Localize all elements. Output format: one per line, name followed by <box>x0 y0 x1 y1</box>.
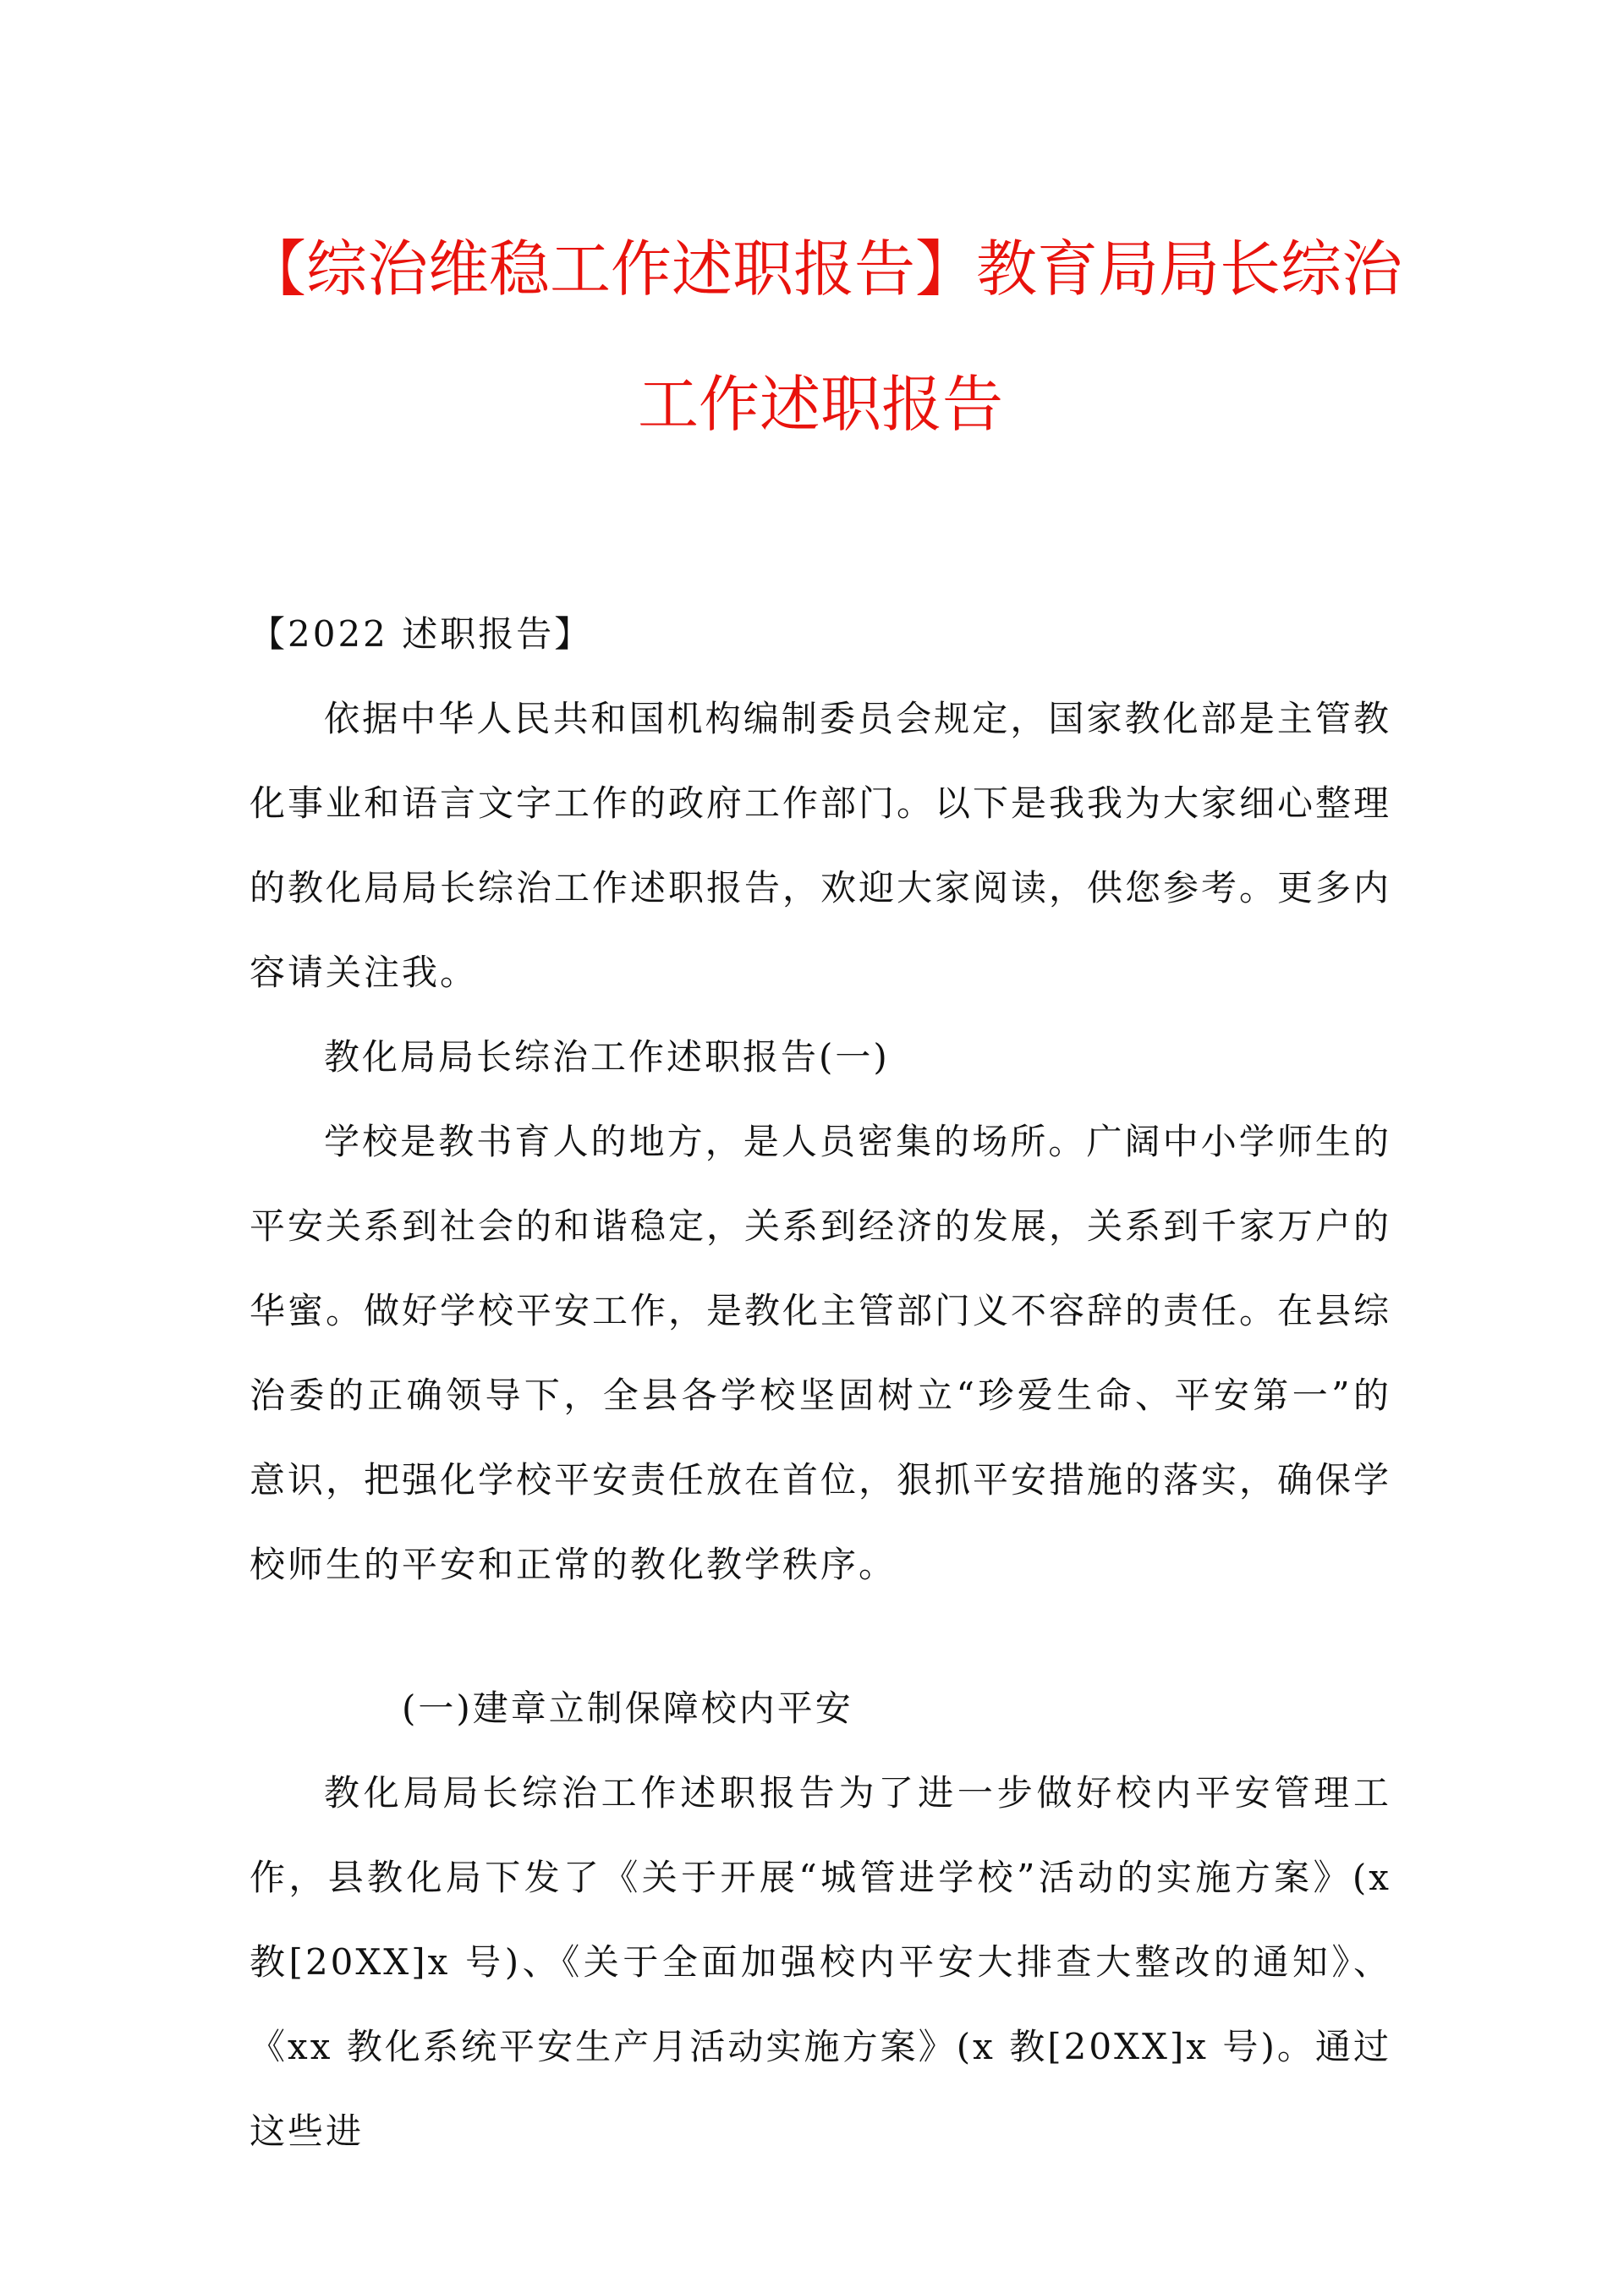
intro-paragraph: 依据中华人民共和国机构编制委员会规定，国家教化部是主管教化事业和语言文字工作的政府工作部门。以下是我我为大家细心整理的教化局局长综治工作述职报告，欢迎大家阅读，供您参考。更多内容请关注我。 <box>250 698 1392 993</box>
section-title: 教化局局长综治工作述职报告(一) <box>324 1036 890 1078</box>
title-line-2: 工作述职报告 <box>637 369 1003 440</box>
policy-paragraph: 教化局局长综治工作述职报告为了进一步做好校内平安管理工作，县教化局下发了《关于开展“城管进学校”活动的实施方案》(x 教[20XX]x 号)、《关于全面加强校内平安大排查大整改的通知》、《xx 教化系统平安生产月活动实施方案》(x 教[20XX]x 号)。通过这些进 <box>250 1772 1391 2152</box>
report-tag: 【2022 述职报告】 <box>250 613 593 655</box>
subheading: (一)建章立制保障校内平安 <box>402 1688 853 1729</box>
document-title <box>245 201 1403 472</box>
school-safety-paragraph: 学校是教书育人的地方，是人员密集的场所。广阔中小学师生的平安关系到社会的和谐稳定，关系到经济的发展，关系到千家万户的华蜜。做好学校平安工作，是教化主管部门义不容辞的责任。在县综治委的正确领导下，全县各学校坚固树立“珍爱生命、平安第一”的意识，把强化学校平安责任放在首位，狠抓平安措施的落实，确保学校师生的平安和正常的教化教学秩序。 <box>250 1121 1392 1585</box>
title-line-1: 【综治维稳工作述职报告】教育局局长综治 <box>245 233 1403 305</box>
document-body <box>250 592 1391 2174</box>
